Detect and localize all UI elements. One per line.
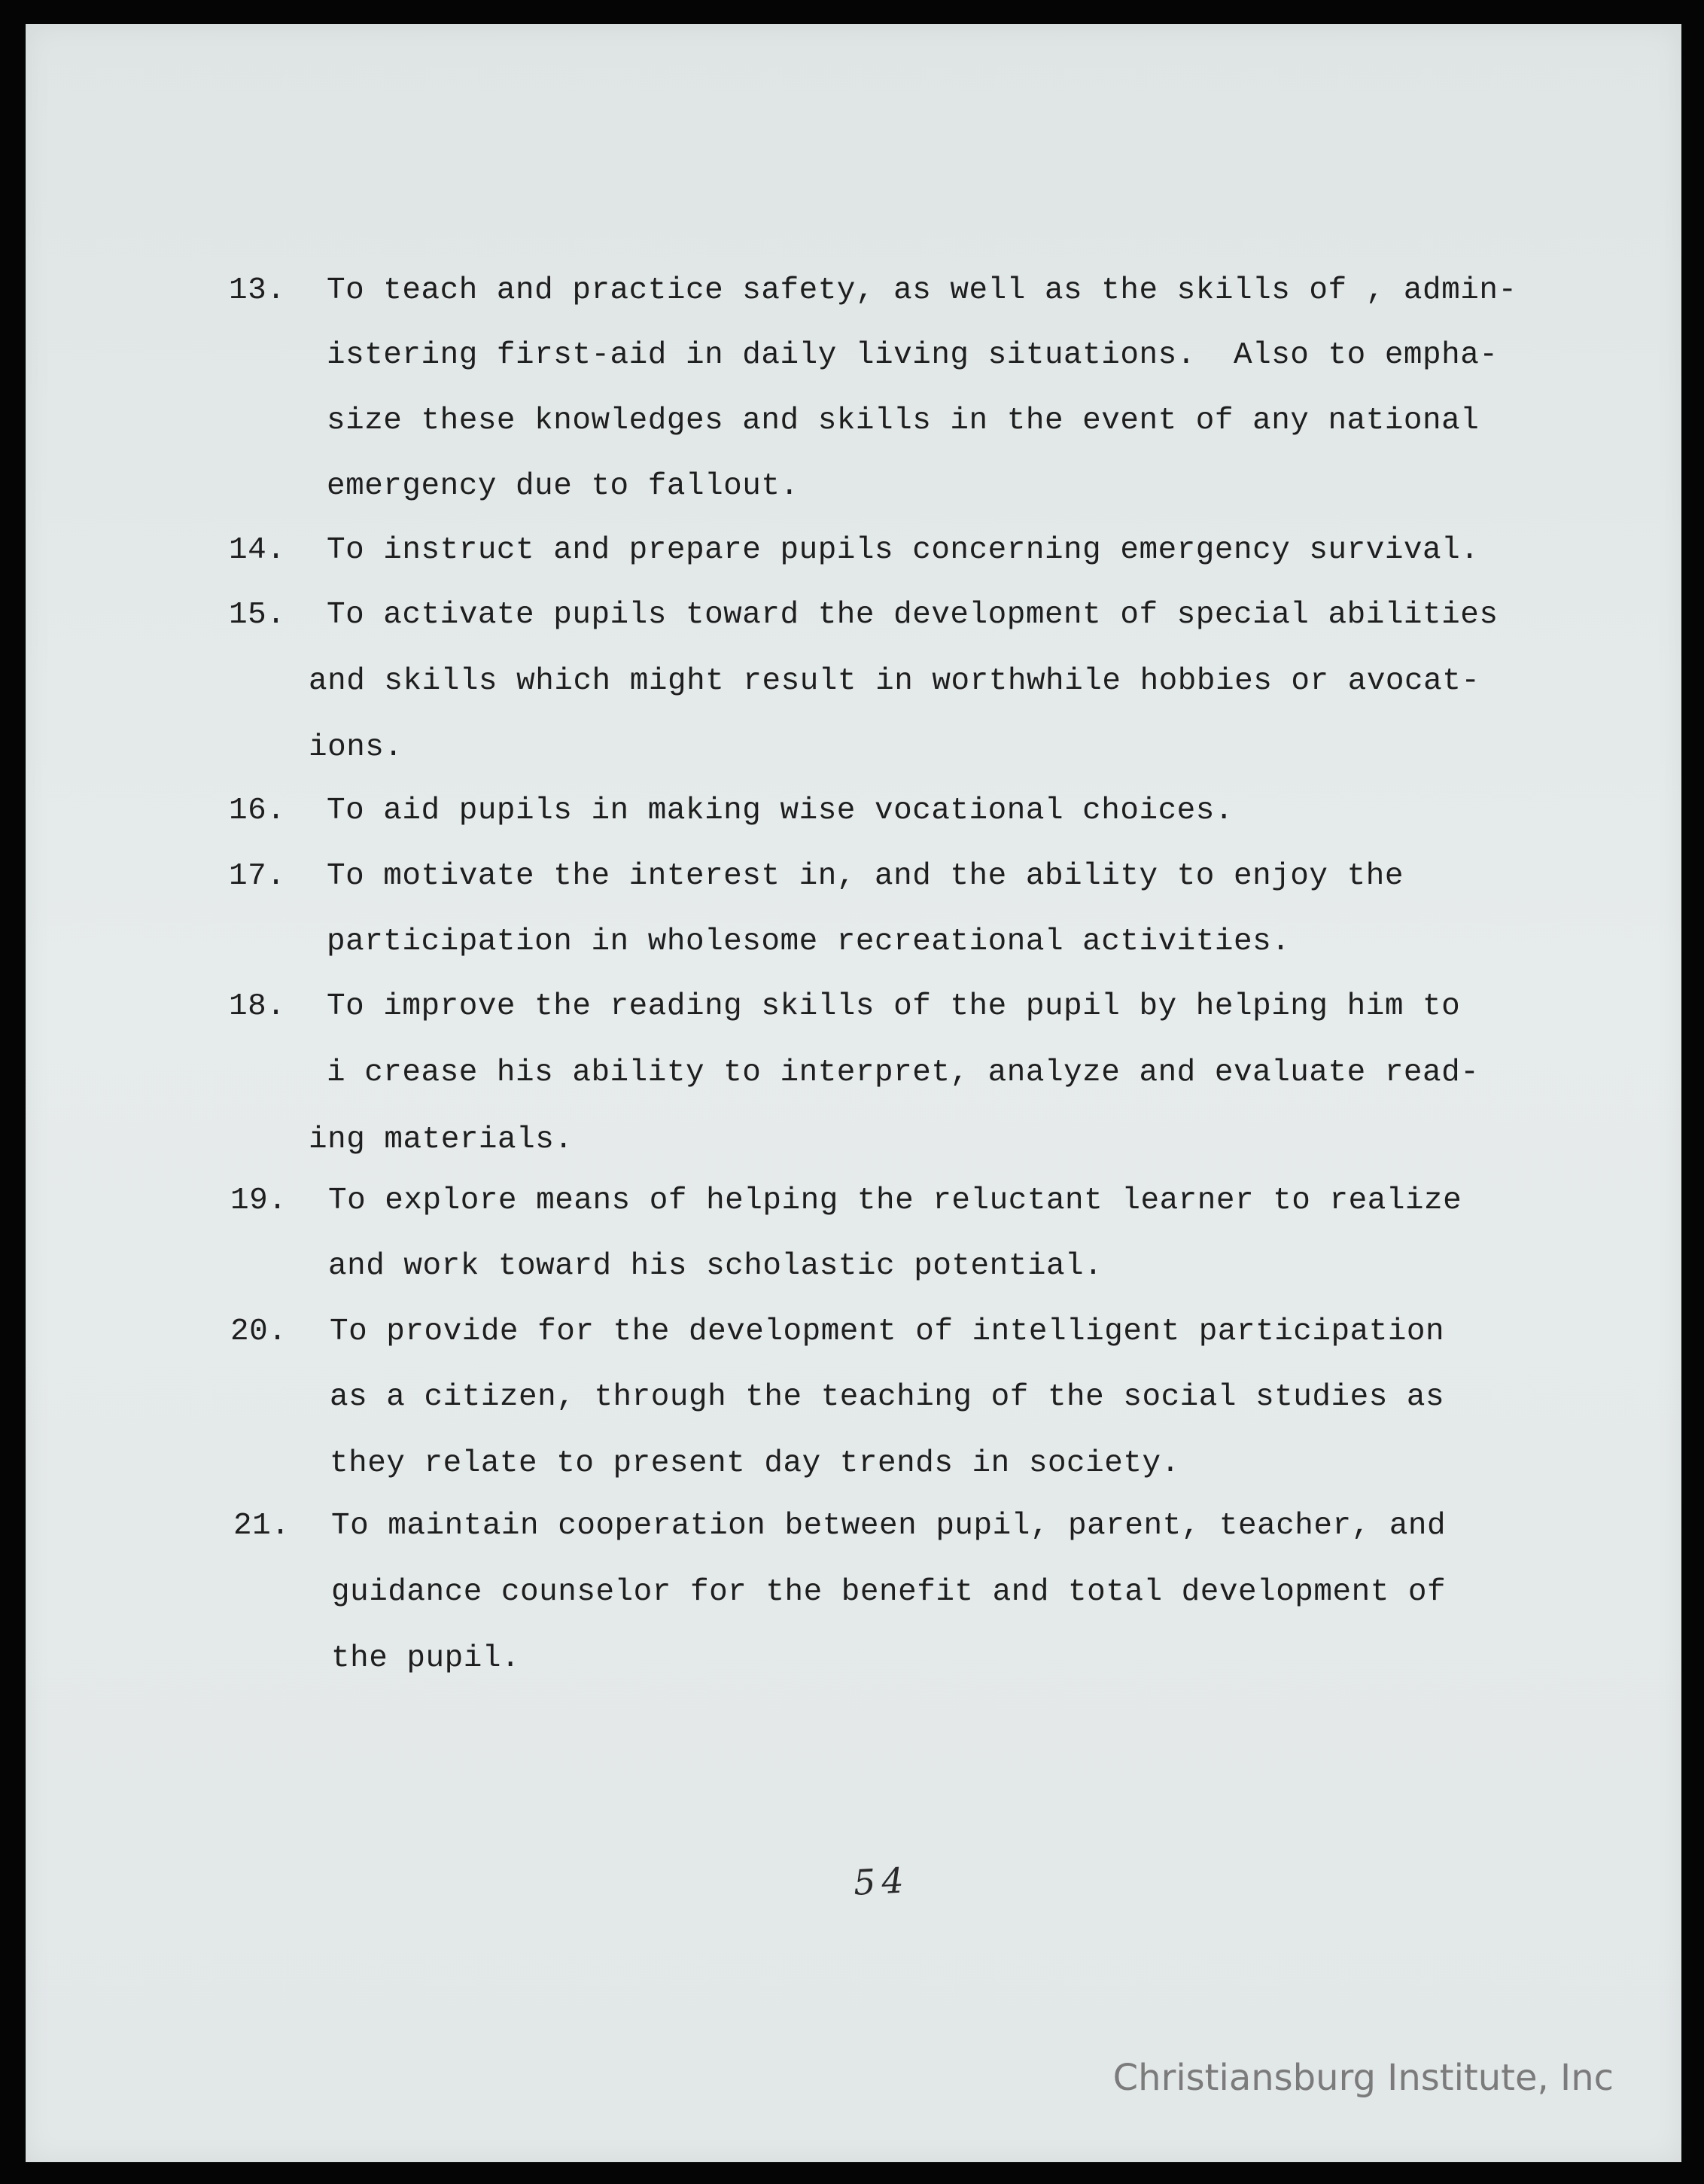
- item-line: To teach and practice safety, as well as the skills of , admin-: [327, 273, 1517, 308]
- item-line: emergency due to fallout.: [327, 469, 799, 504]
- item-line: istering first-aid in daily living situations. Also to empha-: [327, 338, 1499, 373]
- item-line: ions.: [309, 730, 403, 765]
- item-line: To activate pupils toward the development of special abilities: [327, 598, 1499, 632]
- item-number: 16.: [229, 793, 286, 828]
- item-line: To explore means of helping the reluctant learner to realize: [328, 1183, 1462, 1218]
- item-number: 18.: [229, 989, 286, 1024]
- item-line: To provide for the development of intelligent participation: [330, 1314, 1445, 1349]
- item-number: 15.: [229, 598, 286, 632]
- item-line: the pupil.: [331, 1641, 521, 1676]
- item-line: participation in wholesome recreational activities.: [327, 924, 1291, 959]
- item-line: To instruct and prepare pupils concerning emergency survival.: [327, 533, 1480, 568]
- page-number: 54: [852, 1860, 911, 1903]
- item-number: 14.: [229, 533, 286, 568]
- item-number: 17.: [229, 859, 286, 894]
- item-line: To aid pupils in making wise vocational choices.: [327, 793, 1234, 828]
- item-line: To improve the reading skills of the pupil by helping him to: [327, 989, 1461, 1024]
- item-line: as a citizen, through the teaching of the social studies as: [330, 1380, 1445, 1415]
- item-line: and work toward his scholastic potential.: [328, 1249, 1103, 1284]
- watermark: Christiansburg Institute, Inc: [1112, 2057, 1614, 2099]
- item-line: i crease his ability to interpret, analyze and evaluate read-: [327, 1055, 1480, 1090]
- item-line: they relate to present day trends in society.: [330, 1446, 1180, 1481]
- item-number: 13.: [229, 273, 286, 308]
- item-line: and skills which might result in worthwhile hobbies or avocat-: [309, 664, 1480, 699]
- item-number: 20.: [230, 1314, 288, 1349]
- item-line: To motivate the interest in, and the ability to enjoy the: [327, 859, 1404, 894]
- item-number: 21.: [233, 1509, 291, 1543]
- item-line: guidance counselor for the benefit and total development of: [331, 1575, 1447, 1610]
- item-line: To maintain cooperation between pupil, parent, teacher, and: [331, 1509, 1447, 1543]
- item-line: size these knowledges and skills in the event of any national: [327, 404, 1480, 438]
- document-page: [26, 24, 1681, 2162]
- item-line: ing materials.: [309, 1122, 574, 1157]
- item-number: 19.: [230, 1183, 288, 1218]
